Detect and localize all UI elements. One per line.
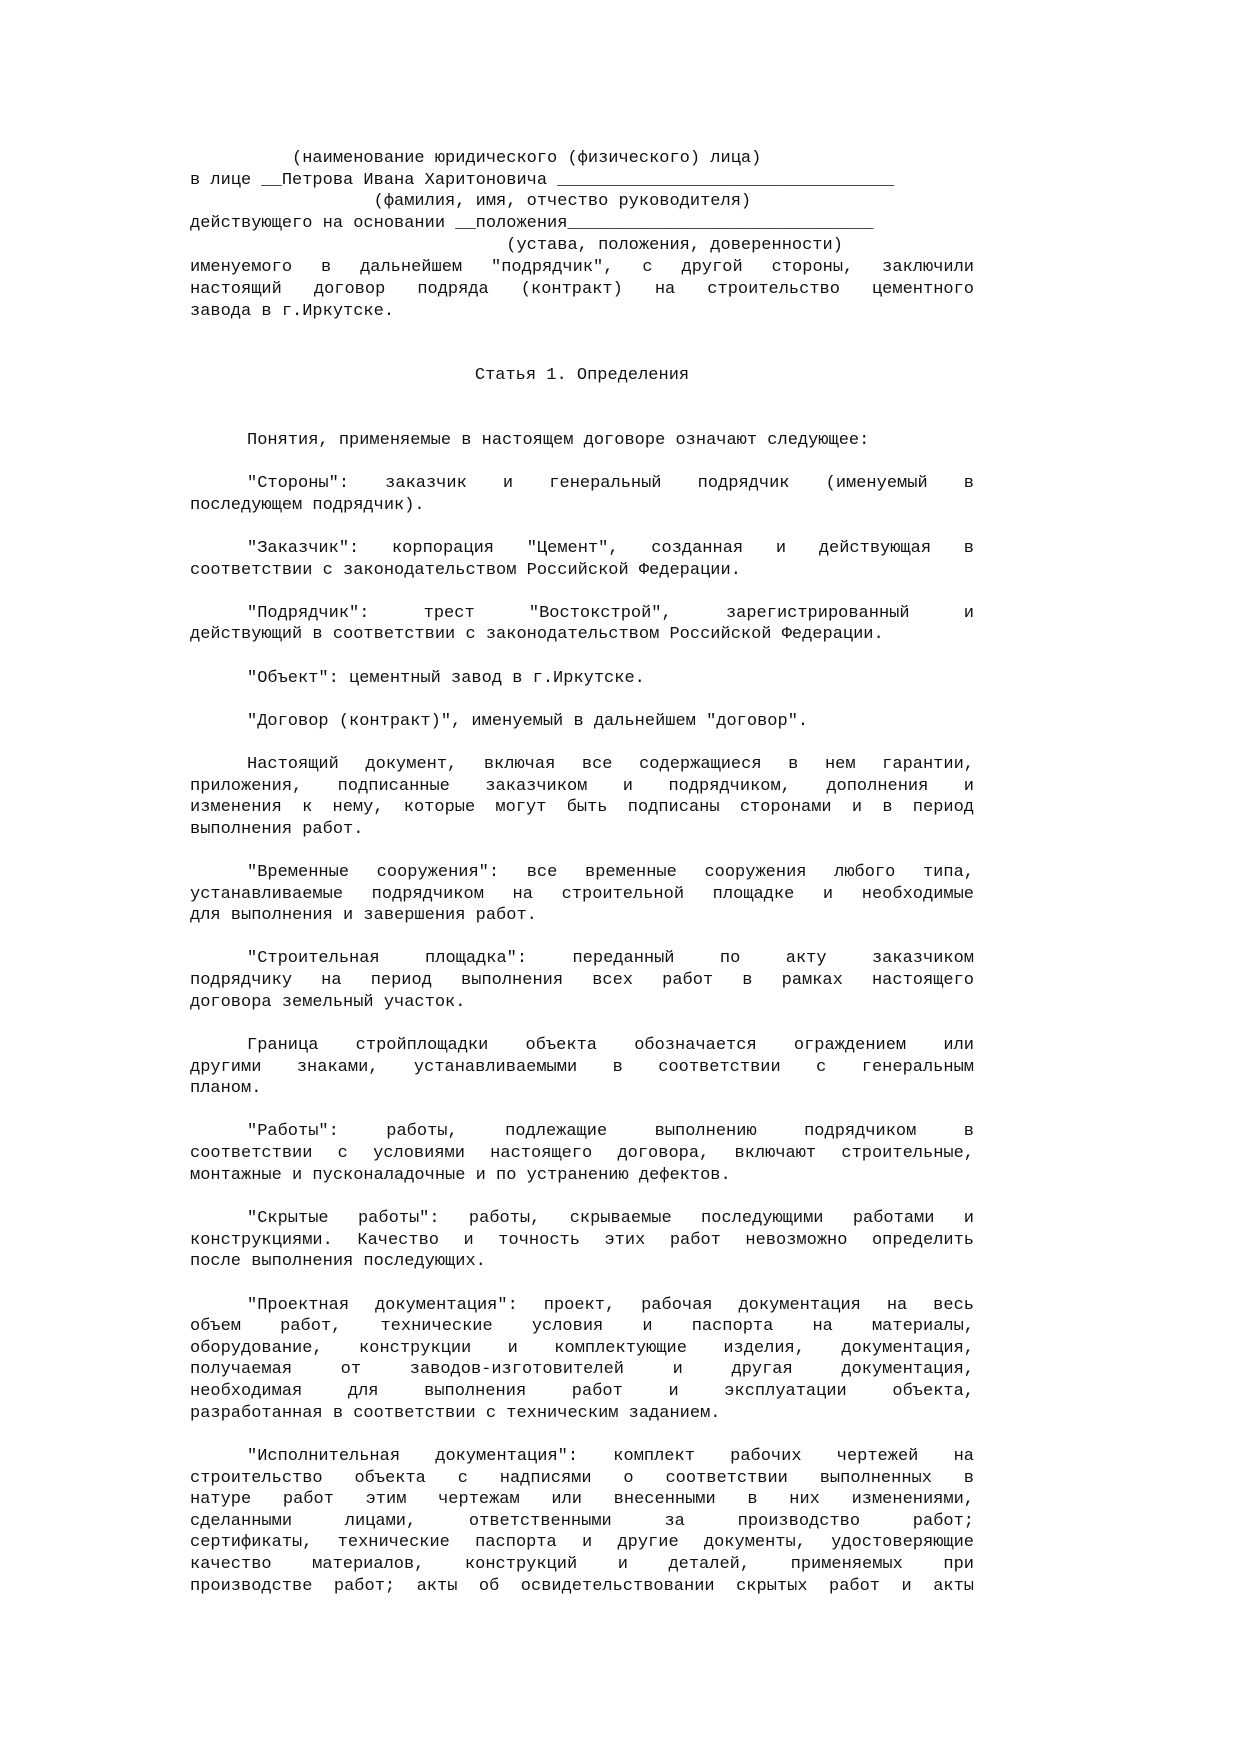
paragraph-line: другими знаками, устанавливаемыми в соответствии с генеральным	[190, 1058, 974, 1077]
paragraph-line: строительство объекта с надписями о соответствии выполненных в	[190, 1469, 974, 1488]
header-line: завода в г.Иркутске.	[190, 302, 395, 321]
paragraph-line: "Стороны": заказчик и генеральный подрядчик (именуемый в	[247, 474, 974, 493]
paragraph-line: разработанная в соответствии с техническим заданием.	[190, 1404, 721, 1423]
paragraph-line: сделанными лицами, ответственными за производство работ;	[190, 1512, 974, 1531]
paragraph-line: получаемая от заводов-изготовителей и другая документация,	[190, 1360, 974, 1379]
header-line: в лице __Петрова Ивана Харитоновича _________________________________	[190, 171, 894, 190]
header-line: действующего на основании __положения______________________________	[190, 214, 874, 233]
paragraph-line: договора земельный участок.	[190, 993, 466, 1012]
paragraph-line: "Строительная площадка": переданный по акту заказчиком	[247, 949, 974, 968]
paragraph-line: планом.	[190, 1079, 262, 1098]
header-line: (устава, положения, доверенности)	[190, 236, 843, 255]
paragraph-line: сертификаты, технические паспорта и другие документы, удостоверяющие	[190, 1533, 974, 1552]
paragraph-line: "Работы": работы, подлежащие выполнению подрядчиком в	[247, 1122, 974, 1141]
paragraph-line: "Подрядчик": трест "Востокстрой", зарегистрированный и	[247, 604, 974, 623]
paragraph-line: соответствии с условиями настоящего договора, включают строительные,	[190, 1144, 974, 1163]
paragraph-line: для выполнения и завершения работ.	[190, 906, 537, 925]
paragraph-line: необходимая для выполнения работ и эксплуатации объекта,	[190, 1382, 974, 1401]
paragraph-line: "Проектная документация": проект, рабочая документация на весь	[247, 1296, 974, 1315]
header-line: настоящий договор подряда (контракт) на строительство цементного	[190, 280, 974, 299]
paragraph-line: Понятия, применяемые в настоящем договоре означают следующее:	[247, 431, 870, 450]
paragraph-line: монтажные и пусконаладочные и по устранению дефектов.	[190, 1166, 731, 1185]
paragraph-line: Настоящий документ, включая все содержащиеся в нем гарантии,	[247, 755, 974, 774]
paragraph-line: объем работ, технические условия и паспорта на материалы,	[190, 1317, 974, 1336]
paragraph-line: "Исполнительная документация": комплект рабочих чертежей на	[247, 1447, 974, 1466]
paragraph-line: "Заказчик": корпорация "Цемент", созданная и действующая в	[247, 539, 974, 558]
paragraph-line: действующий в соответствии с законодательством Российской Федерации.	[190, 625, 884, 644]
paragraph-line: конструкциями. Качество и точность этих работ невозможно определить	[190, 1231, 974, 1250]
paragraph-line: устанавливаемые подрядчиком на строительной площадке и необходимые	[190, 885, 974, 904]
header-line: (наименование юридического (физического) лица)	[190, 149, 762, 168]
header-line: именуемого в дальнейшем "подрядчик", с другой стороны, заключили	[190, 258, 974, 277]
paragraph-line: качество материалов, конструкций и деталей, применяемых при	[190, 1555, 974, 1574]
paragraph-line: оборудование, конструкции и комплектующие изделия, документация,	[190, 1339, 974, 1358]
paragraph-line: "Временные сооружения": все временные сооружения любого типа,	[247, 863, 974, 882]
article-title: Статья 1. Определения	[474, 366, 690, 385]
paragraph-line: соответствии с законодательством Российской Федерации.	[190, 561, 741, 580]
header-line: (фамилия, имя, отчество руководителя)	[190, 192, 752, 211]
paragraph-line: производстве работ; акты об освидетельствовании скрытых работ и акты	[190, 1577, 974, 1596]
paragraph-line: "Скрытые работы": работы, скрываемые последующими работами и	[247, 1209, 974, 1228]
paragraph-line: после выполнения последующих.	[190, 1252, 486, 1271]
paragraph-line: изменения к нему, которые могут быть подписаны сторонами и в период	[190, 798, 974, 817]
paragraph-line: приложения, подписанные заказчиком и подрядчиком, дополнения и	[190, 777, 974, 796]
paragraph-line: натуре работ этим чертежам или внесенными в них изменениями,	[190, 1490, 974, 1509]
paragraph-line: выполнения работ.	[190, 820, 364, 839]
paragraph-line: подрядчику на период выполнения всех работ в рамках настоящего	[190, 971, 974, 990]
paragraph-line: "Договор (контракт)", именуемый в дальнейшем "договор".	[247, 712, 809, 731]
paragraph-line: Граница стройплощадки объекта обозначается ограждением или	[247, 1036, 974, 1055]
paragraph-line: "Объект": цементный завод в г.Иркутске.	[247, 669, 645, 688]
paragraph-line: последующем подрядчик).	[190, 496, 425, 515]
